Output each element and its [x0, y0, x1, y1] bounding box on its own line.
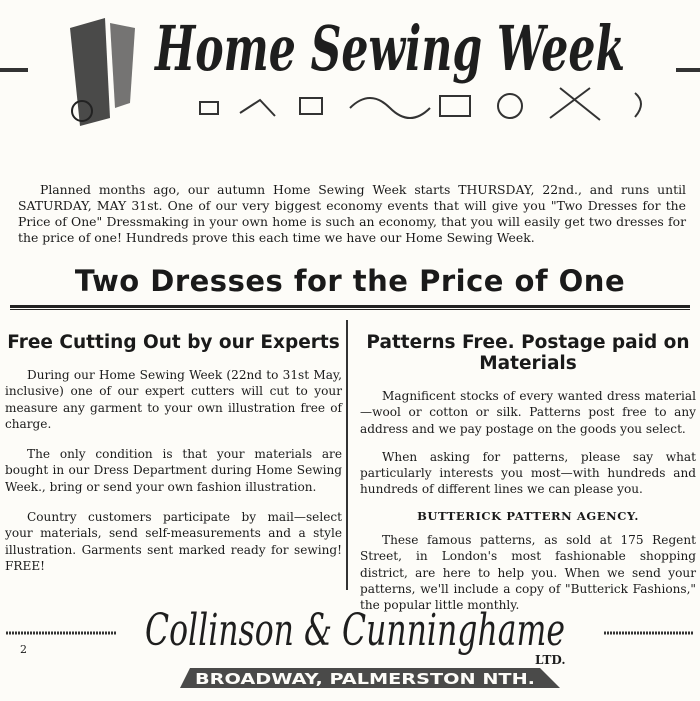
right-column: [360, 332, 696, 614]
heading-rule: [10, 305, 690, 308]
logo-address: BROADWAY, PALMERSTON NTH.: [195, 670, 535, 688]
left-paragraph-1: During our Home Sewing Week (22nd to 31st May, inclusive) one of our expert cutters will cut to your measure any garment to your own illustration free of charge.: [5, 368, 342, 431]
left-paragraph-2: The only condition is that your materials are bought in our Dress Department during Home Sewing Week., bring or send your own fashion illustration.: [5, 447, 342, 494]
main-heading: Two Dresses for the Price of One: [74, 264, 626, 298]
right-heading: Patterns Free. Postage paid on Materials: [366, 332, 690, 374]
right-ornament-rule: [604, 630, 694, 636]
page-number: 2: [20, 643, 27, 656]
logo-ltd: LTD.: [535, 653, 566, 667]
left-heading: Free Cutting Out by our Experts: [7, 332, 340, 353]
heading-rule-thin: [10, 309, 690, 310]
agency-heading: BUTTERICK PATTERN AGENCY.: [417, 508, 639, 523]
banner-title: Home Sewing Week: [153, 12, 625, 85]
right-paragraph-3: These famous patterns, as sold at 175 Regent Street, in London's most fashionable shopping district, are here to help you. When we send your patterns, we'll include a copy of "Butterick Fashions," the popular little monthly.: [360, 533, 696, 613]
column-divider: [346, 320, 348, 590]
right-paragraph-1: Magnificent stocks of every wanted dress material —wool or cotton or silk. Patterns post free to any address and we pay postage on the goods you select.: [360, 389, 696, 436]
logo-name: Collinson & Cunninghame: [145, 605, 565, 656]
left-paragraph-3: Country customers participate by mail—select your materials, send self-measurements and a style illustration. Garments sent marked ready for sewing! FREE!: [5, 510, 342, 573]
intro-paragraph: Planned months ago, our autumn Home Sewing Week starts THURSDAY, 22nd., and runs until SATURDAY, MAY 31st. One of our very biggest economy events that will give you "Two Dresses for the Price of One" Dressmaking in your own home is such an economy, that you will easily get two dresses for the price of one! Hundreds prove this each time we have our Home Sewing Week.: [18, 182, 686, 245]
left-column: [5, 332, 342, 574]
right-paragraph-2: When asking for patterns, please say what particularly interests you most—with hundreds and hundreds of different lines we can please you.: [360, 449, 696, 497]
home-sewing-week-banner: [60, 8, 680, 128]
left-ornament-rule: [6, 630, 116, 636]
left-rule: [0, 68, 28, 72]
collinson-cunninghame-logo: [120, 590, 600, 698]
